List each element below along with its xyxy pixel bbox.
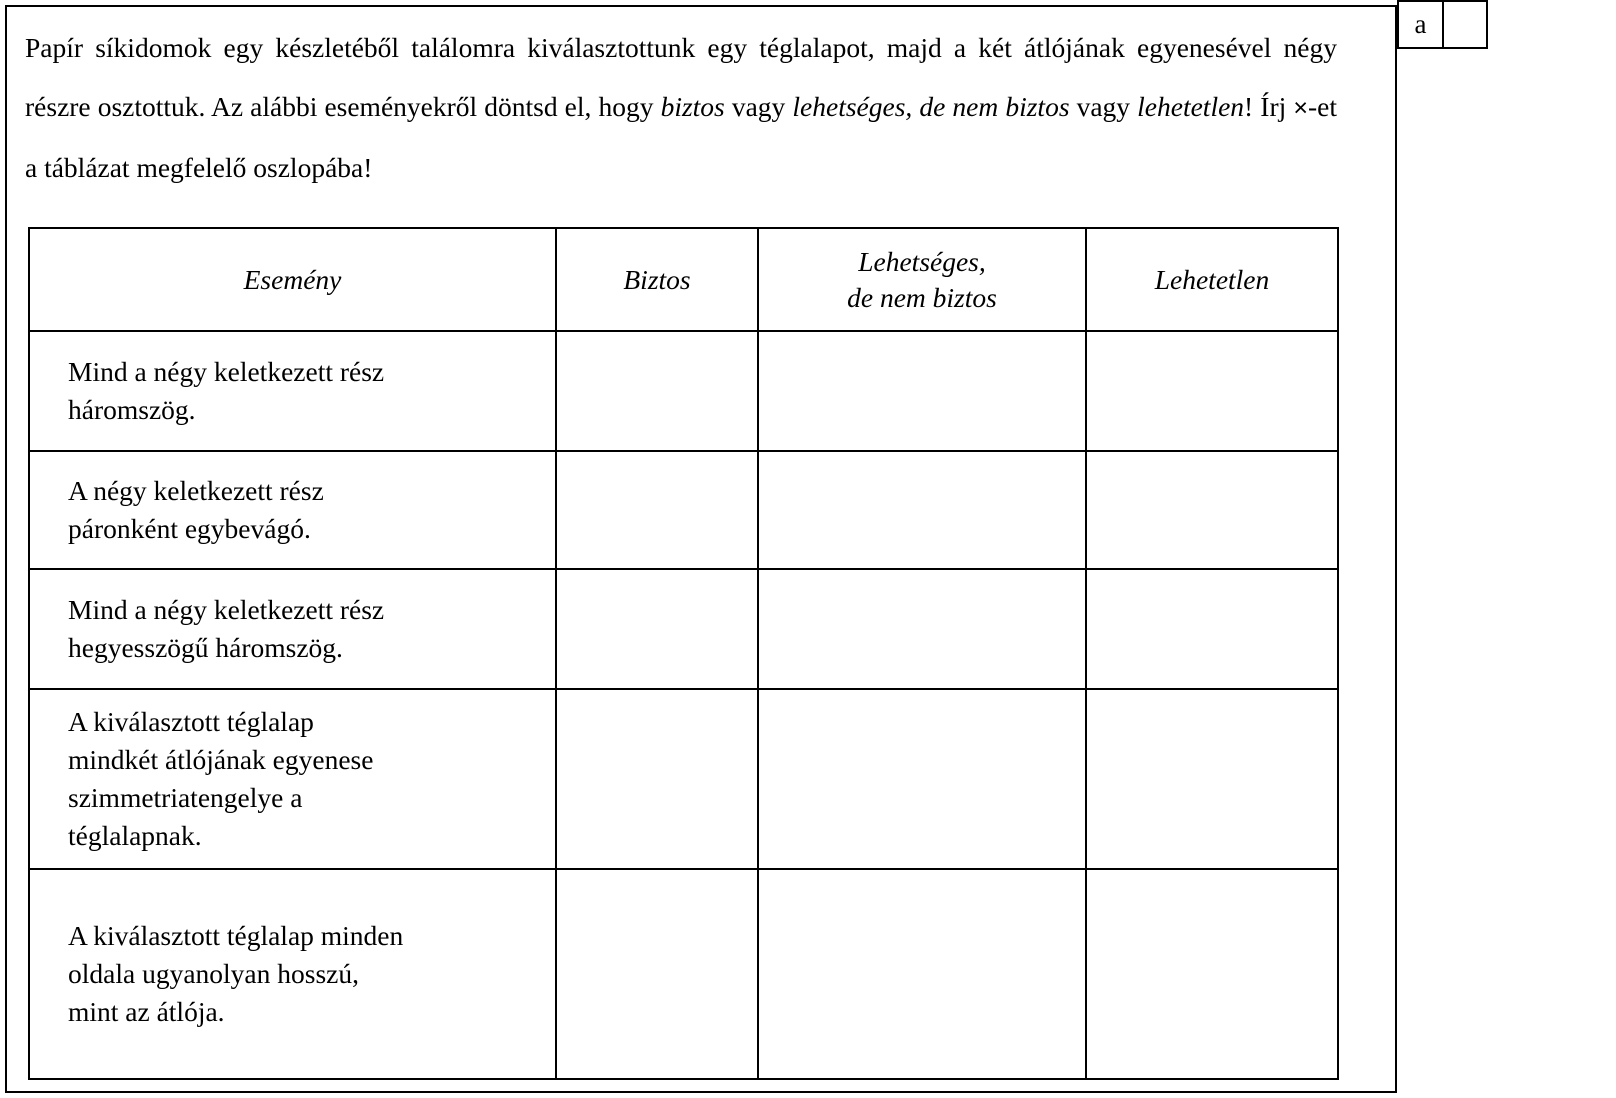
intro-segment-6: ! Írj (1244, 91, 1294, 122)
event-text-line: téglalapnak. (68, 820, 202, 851)
intro-segment-4: vagy (1069, 91, 1138, 122)
event-text-line: Mind a négy keletkezett rész (68, 356, 385, 387)
intro-segment-2: vagy (724, 91, 793, 122)
intro-segment-0: Papír síkidomok egy készletéből találomra kiválasztottunk egy téglalapot, majd a két átlójának egyenesével négy részre osztottuk. Az alábbi eseményekről döntsd el, hogy (25, 32, 1337, 122)
table-row (29, 451, 1338, 569)
event-text-line: Mind a négy keletkezett rész (68, 594, 385, 625)
table-row (29, 869, 1338, 1079)
event-description-cell (29, 331, 556, 451)
column-header-event: Esemény (29, 228, 556, 331)
column-header-impossible: Lehetetlen (1086, 228, 1338, 331)
possible-answer-cell[interactable] (758, 451, 1086, 569)
intro-segment-3: lehetséges, de nem biztos (792, 91, 1070, 122)
event-text-line: A kiválasztott téglalap (68, 706, 314, 737)
certain-answer-cell[interactable] (556, 569, 758, 689)
event-text-line: A négy keletkezett rész (68, 475, 324, 506)
event-text-line: háromszög. (68, 394, 196, 425)
event-description-cell (29, 569, 556, 689)
multiplication-sign-icon: × (1293, 94, 1308, 122)
certain-answer-cell[interactable] (556, 451, 758, 569)
possible-answer-cell[interactable] (758, 331, 1086, 451)
column-header-possible-line-2: de nem biztos (847, 281, 997, 313)
impossible-answer-cell[interactable] (1086, 869, 1338, 1079)
intro-segment-1: biztos (660, 91, 725, 122)
possible-answer-cell[interactable] (758, 569, 1086, 689)
intro-segment-5: lehetetlen (1137, 91, 1245, 122)
event-text-line: páronként egybevágó. (68, 513, 311, 544)
event-text-line: oldala ugyanolyan hosszú, (68, 958, 359, 989)
impossible-answer-cell[interactable] (1086, 569, 1338, 689)
column-header-certain: Biztos (556, 228, 758, 331)
event-description-cell (29, 451, 556, 569)
event-description-cell (29, 689, 556, 869)
possible-answer-cell[interactable] (758, 869, 1086, 1079)
certain-answer-cell[interactable] (556, 331, 758, 451)
possible-answer-cell[interactable] (758, 689, 1086, 869)
event-description-cell (29, 869, 556, 1079)
column-header-possible (758, 228, 1086, 331)
table-row (29, 569, 1338, 689)
score-box-points-field[interactable] (1444, 2, 1486, 47)
event-text-line: hegyesszögű háromszög. (68, 632, 343, 663)
event-classification-table (28, 227, 1339, 1080)
event-text-line: A kiválasztott téglalap minden (68, 920, 404, 951)
score-box (1397, 0, 1488, 49)
table-row (29, 689, 1338, 869)
score-box-task-label: a (1399, 2, 1444, 47)
event-text-line: szimmetriatengelye a (68, 782, 303, 813)
event-text-line: mint az átlója. (68, 996, 225, 1027)
intro-segment-8: -et a táblázat megfelelő oszlopába! (25, 91, 1337, 183)
impossible-answer-cell[interactable] (1086, 331, 1338, 451)
event-text-line: mindkét átlójának egyenese (68, 744, 374, 775)
table-header-row (29, 228, 1338, 331)
column-header-possible-line-1: Lehetséges, (858, 245, 986, 277)
table-row (29, 331, 1338, 451)
certain-answer-cell[interactable] (556, 869, 758, 1079)
certain-answer-cell[interactable] (556, 689, 758, 869)
impossible-answer-cell[interactable] (1086, 689, 1338, 869)
task-instruction-text (25, 18, 1337, 197)
impossible-answer-cell[interactable] (1086, 451, 1338, 569)
